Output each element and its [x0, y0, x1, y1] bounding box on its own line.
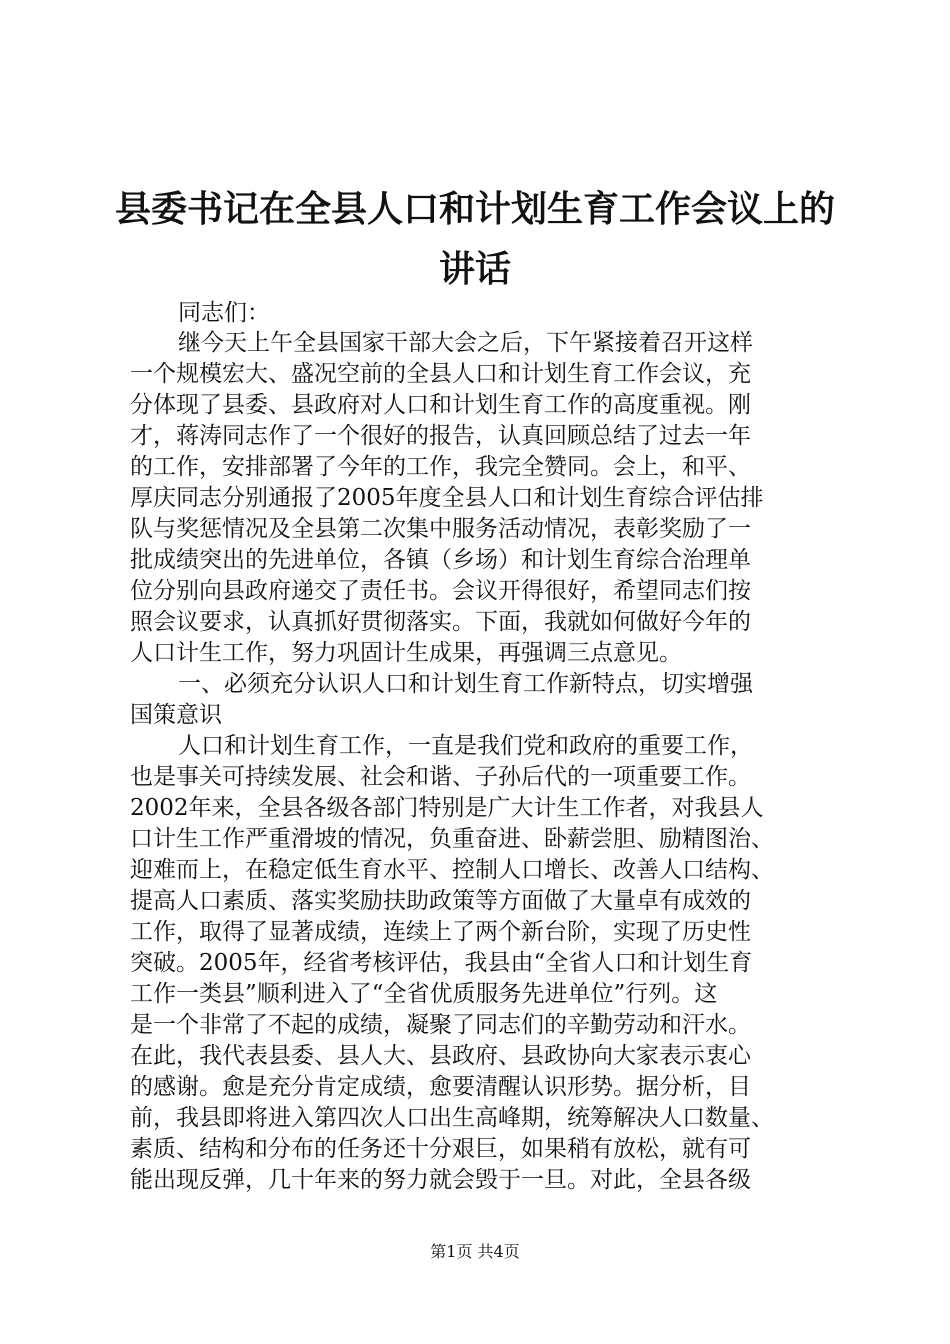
text-line: 口计生工作严重滑坡的情况，负重奋进、卧薪尝胆、励精图治、 — [130, 826, 774, 852]
page-number-footer: 第1页 共4页 — [430, 1242, 520, 1261]
text-line: 工作一类县”顺利进入了“全省优质服务先进单位”行列。这 — [130, 981, 718, 1007]
text-line: 的工作，安排部署了今年的工作，我完全赞同。会上，和平、 — [130, 454, 751, 480]
text-line: 前，我县即将进入第四次人口出生高峰期，统筹解决人口数量、 — [130, 1105, 774, 1131]
text-line: 工作，取得了显著成绩，连续上了两个新台阶，实现了历史性 — [130, 919, 751, 945]
text-line: 继今天上午全县国家干部大会之后，下午紧接着召开这样 — [178, 330, 753, 356]
section-heading-line: 一、必须充分认识人口和计划生育工作新特点，切实增强 — [178, 671, 753, 697]
text-line: 的感谢。愈是充分肯定成绩，愈要清醒认识形势。据分析，目 — [130, 1074, 751, 1100]
text-line: 2002年来，全县各级各部门特别是广大计生工作者，对我县人 — [130, 795, 764, 821]
text-line: 厚庆同志分别通报了2005年度全县人口和计划生育综合评估排 — [130, 485, 764, 511]
text-line: 批成绩突出的先进单位，各镇（乡场）和计划生育综合治理单 — [130, 547, 751, 573]
document-title-line-2: 讲话 — [438, 249, 511, 290]
text-line: 能出现反弹，几十年来的努力就会毁于一旦。对此，全县各级 — [130, 1167, 751, 1193]
section-heading-line: 国策意识 — [130, 702, 222, 728]
text-line: 突破。2005年，经省考核评估，我县由“全省人口和计划生育 — [130, 950, 753, 976]
text-line: 人口和计划生育工作，一直是我们党和政府的重要工作， — [178, 733, 753, 759]
text-line: 提高人口素质、落实奖励扶助政策等方面做了大量卓有成效的 — [130, 888, 751, 914]
salutation: 同志们： — [178, 300, 270, 326]
text-line: 人口计生工作，努力巩固计生成果，再强调三点意见。 — [130, 640, 682, 666]
text-line: 才，蒋涛同志作了一个很好的报告，认真回顾总结了过去一年 — [130, 423, 751, 449]
document-title-line-1: 县委书记在全县人口和计划生育工作会议上的 — [114, 189, 835, 230]
text-line: 一个规模宏大、盛况空前的全县人口和计划生育工作会议，充 — [130, 361, 751, 387]
text-line: 迎难而上，在稳定低生育水平、控制人口增长、改善人口结构、 — [130, 857, 774, 883]
text-line: 位分别向县政府递交了责任书。会议开得很好，希望同志们按 — [130, 578, 751, 604]
text-line: 照会议要求，认真抓好贯彻落实。下面，我就如何做好今年的 — [130, 609, 751, 635]
text-line: 在此，我代表县委、县人大、县政府、县政协向大家表示衷心 — [130, 1043, 751, 1069]
text-line: 是一个非常了不起的成绩，凝聚了同志们的辛勤劳动和汗水。 — [130, 1012, 751, 1038]
text-line: 也是事关可持续发展、社会和谐、子孙后代的一项重要工作。 — [130, 764, 751, 790]
text-line: 队与奖惩情况及全县第二次集中服务活动情况，表彰奖励了一 — [130, 516, 751, 542]
text-line: 素质、结构和分布的任务还十分艰巨，如果稍有放松，就有可 — [130, 1136, 751, 1162]
text-line: 分体现了县委、县政府对人口和计划生育工作的高度重视。刚 — [130, 392, 751, 418]
